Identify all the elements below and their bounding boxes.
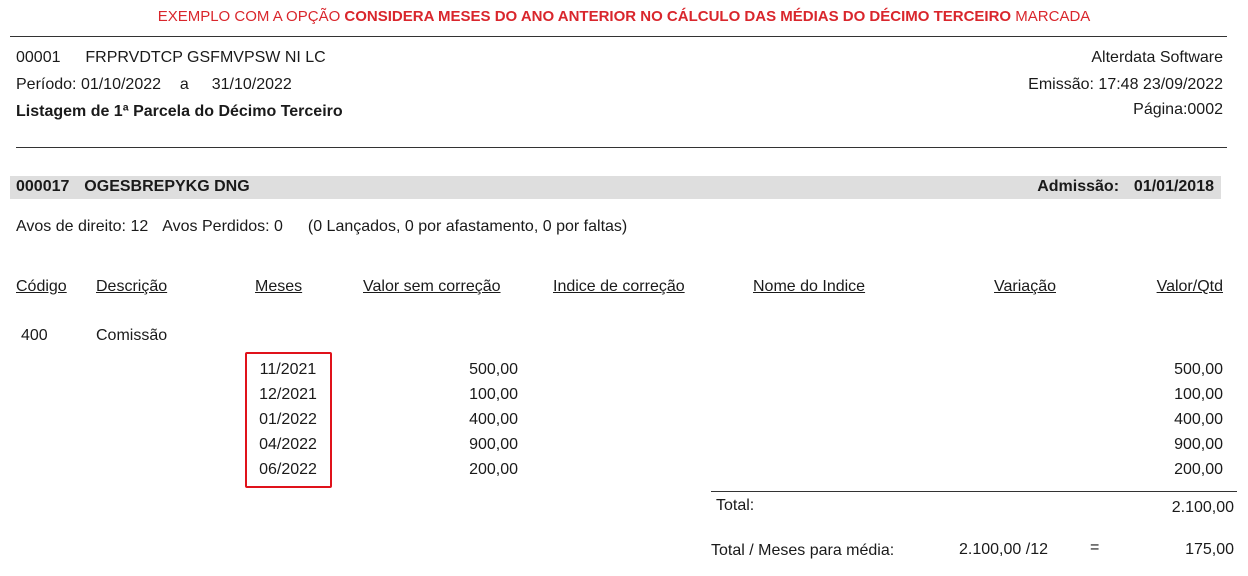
header-descricao: Descrição (96, 278, 168, 295)
page-label: Página: (1133, 101, 1188, 118)
media-months: 12 (1030, 541, 1048, 558)
total-value: 2.100,00 (1171, 499, 1234, 516)
period-end: 31/10/2022 (211, 76, 292, 93)
media-label: Total / Meses para média: (711, 542, 895, 559)
employee-code: 000017 (16, 178, 70, 195)
software-name: Alterdata Software (1091, 49, 1223, 66)
total-divider (711, 491, 1237, 492)
row-1-valor-qtd: 500,00 (1174, 361, 1223, 378)
banner-suffix: MARCADA (1011, 8, 1091, 25)
emission-date: 23/09/2022 (1142, 76, 1223, 93)
company-name: FRPRVDTCP GSFMVPSW NI LC (85, 49, 326, 66)
row-1-mes: 11/2021 (259, 361, 317, 378)
row-2-valor: 100,00 (469, 386, 518, 403)
row-4-mes: 04/2022 (259, 436, 317, 453)
faltas-value: 0 (542, 218, 552, 235)
faltas-label: por faltas (556, 218, 622, 235)
company-line (16, 49, 326, 67)
lancados-label: Lançados, (326, 218, 401, 235)
avos-summary (16, 218, 627, 236)
row-2-valor-qtd: 100,00 (1174, 386, 1223, 403)
option-banner (0, 8, 1248, 25)
header-valor-sem-correcao: Valor sem correção (363, 278, 501, 295)
header-codigo: Código (16, 278, 67, 295)
afastamento-value: 0 (404, 218, 414, 235)
item-codigo: 400 (21, 327, 48, 344)
row-4-valor-qtd: 900,00 (1174, 436, 1223, 453)
row-4-valor: 900,00 (469, 436, 518, 453)
admission-line (1037, 178, 1214, 196)
row-2-mes: 12/2021 (259, 386, 317, 403)
header-meses: Meses (255, 278, 303, 295)
total-label: Total: (716, 497, 755, 514)
row-3-valor: 400,00 (469, 411, 518, 428)
avos-direito-label: Avos de direito: (16, 218, 126, 235)
header-divider (16, 147, 1227, 148)
period-line (16, 76, 292, 94)
media-result: 175,00 (1185, 541, 1234, 558)
media-total: 2.100,00 (959, 541, 1022, 558)
avos-perdidos-label: Avos Perdidos: (162, 218, 270, 235)
company-code: 00001 (16, 49, 61, 66)
media-separator: / (1025, 541, 1031, 558)
media-calculation (959, 541, 1048, 559)
admission-label: Admissão: (1037, 178, 1120, 195)
employee-line (16, 178, 250, 196)
media-equals: = (1090, 539, 1100, 556)
employee-name: OGESBREPYKG DNG (84, 178, 250, 195)
header-valor-qtd: Valor/Qtd (1156, 278, 1223, 295)
row-5-mes: 06/2022 (259, 461, 317, 478)
item-descricao: Comissão (96, 327, 168, 344)
page-line (1133, 101, 1223, 119)
lancados-value: 0 (313, 218, 323, 235)
banner-prefix: EXEMPLO COM A OPÇÃO (157, 8, 345, 25)
header-variacao: Variação (994, 278, 1056, 295)
emission-line (1028, 76, 1223, 94)
close-paren: ) (621, 218, 628, 235)
page-number: 0002 (1187, 101, 1223, 118)
admission-date: 01/01/2018 (1133, 178, 1214, 195)
period-start: 01/10/2022 (80, 76, 162, 93)
avos-perdidos-value: 0 (274, 218, 283, 235)
banner-highlight: CONSIDERA MESES DO ANO ANTERIOR NO CÁLCULO DAS MÉDIAS DO DÉCIMO TERCEIRO (344, 8, 1012, 25)
emission-time: 17:48 (1098, 76, 1139, 93)
row-5-valor-qtd: 200,00 (1174, 461, 1223, 478)
emission-label: Emissão: (1028, 76, 1094, 93)
period-label: Período: (16, 76, 77, 93)
header-nome-indice: Nome do Indice (753, 278, 866, 295)
avos-direito-value: 12 (130, 218, 149, 235)
report-title: Listagem de 1ª Parcela do Décimo Terceiro (16, 103, 343, 120)
row-3-valor-qtd: 400,00 (1174, 411, 1223, 428)
header-indice-correcao: Indice de correção (553, 278, 685, 295)
period-separator: a (179, 76, 189, 93)
open-paren: ( (307, 218, 314, 235)
top-divider (10, 36, 1227, 37)
row-5-valor: 200,00 (469, 461, 518, 478)
row-1-valor: 500,00 (469, 361, 518, 378)
row-3-mes: 01/2022 (259, 411, 317, 428)
afastamento-label: por afastamento, (418, 218, 539, 235)
